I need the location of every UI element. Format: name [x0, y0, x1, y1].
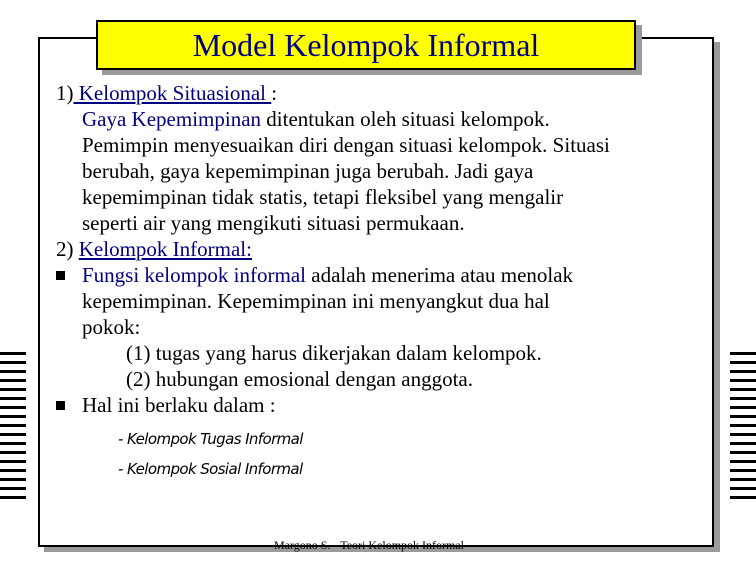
sub-item-1: (1) tugas yang harus dikerjakan dalam kelompok. [126, 341, 542, 365]
left-stripes-decoration [0, 352, 26, 500]
section1-heading: Kelompok Situasional [73, 81, 272, 105]
section1-number: 1) [56, 81, 74, 105]
section1-highlight: Gaya Kepemimpinan [82, 107, 262, 131]
square-bullet-icon [56, 401, 65, 410]
slide-content [56, 80, 746, 484]
section1-colon: : [271, 81, 278, 105]
bullet1-highlight: Fungsi kelompok informal [82, 263, 306, 287]
section1-line3: berubah, gaya kepemimpinan juga berubah. Jadi gaya [82, 159, 534, 183]
section2-heading: Kelompok Informal: [78, 237, 252, 261]
bullet1-line2: kepemimpinan. Kepemimpinan ini menyangkut dua hal [82, 289, 550, 313]
section1-line4: kepemimpinan tidak statis, tetapi fleksibel yang mengalir [82, 185, 564, 209]
bullet2-text: Hal ini berlaku dalam : [82, 393, 276, 417]
list-item-sosial: - Kelompok Sosial Informal [118, 460, 303, 478]
section1-line1 [56, 106, 746, 132]
section2-heading-line [56, 236, 746, 262]
list-item-tugas: - Kelompok Tugas Informal [118, 430, 303, 448]
bullet-item-1 [56, 262, 746, 288]
section1-line5: seperti air yang mengikuti situasi permukaan. [82, 211, 465, 235]
slide-footer: Margono S. - Teori Kelompok Informal [274, 538, 465, 552]
sub-item-2: (2) hubungan emosional dengan anggota. [126, 367, 473, 391]
slide-title: Model Kelompok Informal [192, 26, 540, 63]
title-box [96, 20, 636, 70]
section1-rest: ditentukan oleh situasi kelompok. [261, 107, 550, 131]
bullet-item-2 [56, 392, 746, 418]
section1-heading-line [56, 80, 746, 106]
bullet1-line3: pokok: [82, 315, 141, 339]
section2-number: 2) [56, 237, 74, 261]
section1-line2: Pemimpin menyesuaikan diri dengan situasi kelompok. Situasi [82, 133, 610, 157]
bullet1-rest: adalah menerima atau menolak [306, 263, 574, 287]
square-bullet-icon [56, 271, 65, 280]
